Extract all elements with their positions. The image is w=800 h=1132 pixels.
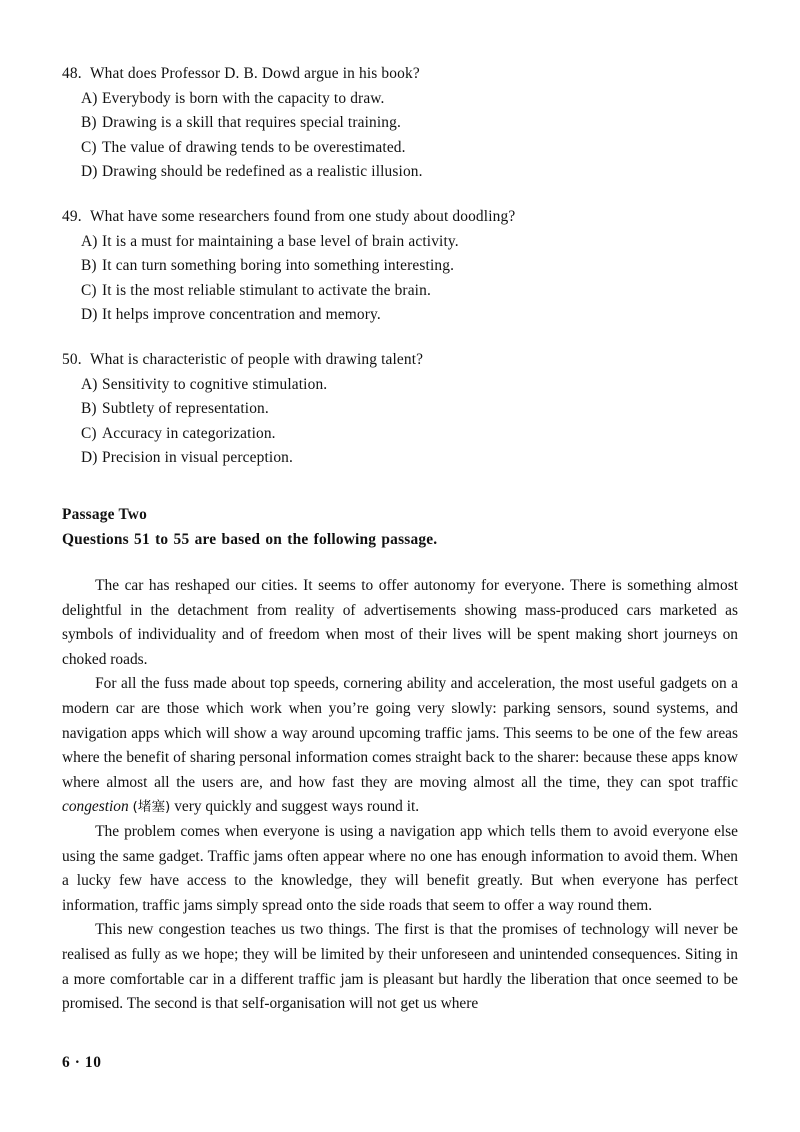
option-text: It is the most reliable stimulant to activate the brain. <box>102 281 431 299</box>
passage-paragraph-1: The car has reshaped our cities. It seems to offer autonomy for everyone. There is something almost delightful in the detachment from reality of advertisements showing mass-produced cars marketed as symbols of individuality and of freedom when most of their lives will be spent making short journeys on choked roads. <box>62 577 738 668</box>
passage-title: Passage Two <box>62 505 147 523</box>
passage-paragraph-2 <box>62 672 738 820</box>
question-number: 50. <box>62 350 82 368</box>
question-block-49 <box>62 205 738 328</box>
passage-heading-group <box>62 503 738 552</box>
option-a[interactable] <box>62 230 738 255</box>
option-d[interactable] <box>62 160 738 185</box>
option-text: It helps improve concentration and memory. <box>102 306 381 324</box>
option-b[interactable] <box>62 397 738 422</box>
option-text: Precision in visual perception. <box>102 449 294 467</box>
option-text: Subtlety of representation. <box>102 400 269 418</box>
passage-paragraph-4: This new congestion teaches us two things. The first is that the promises of technology will never be realised as fully as we hope; they will be limited by their unforeseen and unintended consequences. Siting in a more comfortable car in a different traffic jam is pleasant but hardly the liberation that once seemed to be promised. The second is that self-organisation will not get us where <box>62 921 738 1013</box>
option-letter: A) <box>81 89 98 107</box>
option-d[interactable] <box>62 446 738 471</box>
option-a[interactable] <box>62 87 738 112</box>
option-letter: A) <box>81 232 98 250</box>
option-text: Everybody is born with the capacity to draw. <box>102 89 385 107</box>
passage-body <box>62 574 738 1017</box>
option-b[interactable] <box>62 254 738 279</box>
option-letter: D) <box>81 163 98 181</box>
option-b[interactable] <box>62 111 738 136</box>
option-text: It can turn something boring into something interesting. <box>102 257 455 275</box>
option-letter: B) <box>81 257 97 275</box>
question-text: What does Professor D. B. Dowd argue in his book? <box>90 65 420 82</box>
option-text: Drawing should be redefined as a realistic illusion. <box>102 163 423 181</box>
option-text: It is a must for maintaining a base level of brain activity. <box>102 232 459 250</box>
option-letter: D) <box>81 306 98 324</box>
question-stem <box>62 348 738 373</box>
question-stem <box>62 205 738 230</box>
paragraph-text-after: very quickly and suggest ways round it. <box>170 798 420 816</box>
question-text: What is characteristic of people with drawing talent? <box>90 350 424 368</box>
option-c[interactable] <box>62 136 738 161</box>
option-letter: C) <box>81 281 97 299</box>
option-letter: A) <box>81 375 98 393</box>
paragraph-text-before: For all the fuss made about top speeds, cornering ability and acceleration, the most useful gadgets on a modern car are those which work when you’re going very slowly: parking sensors, sound systems, and navigation apps which will show a way around upcoming traffic jams. This seems to be one of the few areas where the benefit of sharing personal information comes straight back to the sharer: because these apps know where almost all the users are, and how fast they are moving almost all the time, they can spot traffic <box>62 675 738 791</box>
page-number-footer: 6 · 10 <box>62 1054 102 1071</box>
question-number: 49. <box>62 207 82 225</box>
option-c[interactable] <box>62 279 738 304</box>
question-block-50 <box>62 348 738 471</box>
question-text: What have some researchers found from one study about doodling? <box>90 207 516 225</box>
option-letter: B) <box>81 400 97 418</box>
option-c[interactable] <box>62 422 738 447</box>
option-text: The value of drawing tends to be overestimated. <box>102 138 406 156</box>
option-text: Sensitivity to cognitive stimulation. <box>102 375 328 393</box>
option-a[interactable] <box>62 373 738 398</box>
italic-term-congestion: congestion <box>62 798 129 816</box>
option-letter: B) <box>81 114 97 132</box>
option-d[interactable] <box>62 303 738 328</box>
option-letter: D) <box>81 449 98 467</box>
question-block-48 <box>62 62 738 185</box>
passage-instruction: Questions 51 to 55 are based on the following passage. <box>62 530 438 548</box>
page-content <box>62 62 738 1017</box>
option-text: Drawing is a skill that requires special training. <box>102 114 401 132</box>
option-letter: C) <box>81 424 97 442</box>
chinese-gloss: (堵塞) <box>132 799 171 816</box>
option-letter: C) <box>81 138 97 156</box>
question-stem <box>62 62 738 87</box>
passage-paragraph-3: The problem comes when everyone is using a navigation app which tells them to avoid everyone else using the same gadget. Traffic jams often appear where no one has enough information to avoid them. When a lucky few have access to the knowledge, they will benefit greatly. But when everyone has perfect information, traffic jams simply spread onto the side roads that seem to offer a way round them. <box>62 823 738 914</box>
option-text: Accuracy in categorization. <box>102 424 276 442</box>
question-number: 48. <box>62 65 82 82</box>
